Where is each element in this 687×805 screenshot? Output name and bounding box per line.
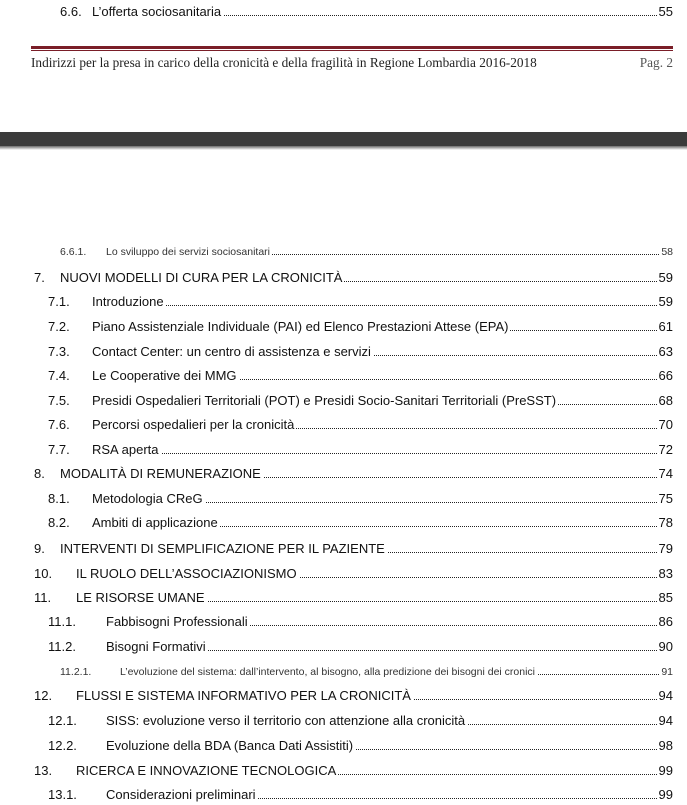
toc-entry[interactable] xyxy=(0,389,687,411)
toc-entry-number: 6.6. xyxy=(60,4,82,19)
toc-entry-page: 75 xyxy=(658,491,673,506)
toc-entry-number: 7.4. xyxy=(48,368,70,383)
toc-entry[interactable] xyxy=(0,364,687,386)
toc-entry-title: Considerazioni preliminari xyxy=(106,787,256,802)
running-header-title: Indirizzi per la presa in carico della cronicità e della fragilità in Regione Lombardia 2016-2018 xyxy=(31,55,537,70)
toc-entry-page: 55 xyxy=(658,4,673,19)
toc-entry-number: 7. xyxy=(34,270,45,285)
toc-entry-title: Presidi Ospedalieri Territoriali (POT) e Presidi Socio-Sanitari Territoriali (PreSST) xyxy=(92,393,557,408)
toc-entry-title: Bisogni Formativi xyxy=(106,639,206,654)
toc-entry[interactable] xyxy=(0,315,687,337)
toc-entry-number: 13.1. xyxy=(48,787,77,802)
header-rule-thin xyxy=(31,50,673,51)
toc-entry-title: INTERVENTI DI SEMPLIFICAZIONE PER IL PAZIENTE xyxy=(60,541,385,556)
running-header-page-number: Pag. 2 xyxy=(639,55,673,70)
toc-entry[interactable] xyxy=(0,438,687,460)
toc-entry[interactable] xyxy=(0,586,687,608)
toc-entry-page: 98 xyxy=(658,738,673,753)
toc-entry[interactable] xyxy=(0,684,687,706)
toc-entry-title: Ambiti di applicazione xyxy=(92,515,218,530)
header-rule-thick xyxy=(31,46,673,49)
toc-entry-title: Introduzione xyxy=(92,294,164,309)
toc-entry-title: MODALITÀ DI REMUNERAZIONE xyxy=(60,466,261,481)
toc-entry-title: Metodologia CReG xyxy=(92,491,203,506)
toc-entry-title: RSA aperta xyxy=(92,442,159,457)
toc-entry-page: 78 xyxy=(658,515,673,530)
toc-entry-number: 7.6. xyxy=(48,417,70,432)
toc-entry[interactable] xyxy=(0,709,687,731)
toc-leader-dots xyxy=(92,453,657,454)
toc-entry-number: 13. xyxy=(34,763,53,778)
toc-entry-number: 8.1. xyxy=(48,491,70,506)
toc-entry-number: 12. xyxy=(34,688,53,703)
toc-entry-page: 85 xyxy=(658,590,673,605)
toc-entry-page: 66 xyxy=(658,368,673,383)
toc-entry-title: LE RISORSE UMANE xyxy=(76,590,205,605)
toc-entry[interactable] xyxy=(0,537,687,559)
toc-entry-number: 12.1. xyxy=(48,713,77,728)
toc-entry[interactable] xyxy=(0,659,687,681)
toc-entry[interactable] xyxy=(0,290,687,312)
toc-entry-page: 91 xyxy=(661,666,673,678)
toc-entry-title: L’evoluzione del sistema: dall’intervento, al bisogno, alla predizione dei bisogni dei cronici xyxy=(120,666,536,678)
toc-entry[interactable] xyxy=(0,734,687,756)
toc-entry-title: Fabbisogni Professionali xyxy=(106,614,248,629)
toc-entry-number: 10. xyxy=(34,566,53,581)
toc-entry-number: 7.7. xyxy=(48,442,70,457)
toc-entry-number: 7.3. xyxy=(48,344,70,359)
toc-entry-number: 11.1. xyxy=(48,614,76,629)
toc-entry-page: 74 xyxy=(658,466,673,481)
toc-entry-title: L’offerta sociosanitaria xyxy=(92,4,222,19)
toc-entry-title: Lo sviluppo dei servizi sociosanitari xyxy=(106,246,270,258)
toc-entry-number: 7.1. xyxy=(48,294,70,309)
toc-entry-title: NUOVI MODELLI DI CURA PER LA CRONICITÀ xyxy=(60,270,343,285)
toc-entry[interactable] xyxy=(0,462,687,484)
toc-entry-page: 99 xyxy=(658,787,673,802)
toc-entry-page: 86 xyxy=(658,614,673,629)
toc-leader-dots xyxy=(92,305,657,306)
toc-entry-number: 11. xyxy=(34,590,52,605)
toc-entry[interactable] xyxy=(0,266,687,288)
previous-page-bottom xyxy=(0,0,687,132)
toc-entry-number: 11.2.1. xyxy=(60,666,92,678)
toc-entry-title: IL RUOLO DELL’ASSOCIAZIONISMO xyxy=(76,566,297,581)
toc-entry-page: 90 xyxy=(658,639,673,654)
toc-entry-number: 9. xyxy=(34,541,45,556)
toc-entry-title: Evoluzione della BDA (Banca Dati Assistiti) xyxy=(106,738,354,753)
toc-entry-title: SISS: evoluzione verso il territorio con attenzione alla cronicità xyxy=(106,713,466,728)
toc-entry-page: 58 xyxy=(661,246,673,258)
page-separator xyxy=(0,132,687,146)
toc-entry-page: 59 xyxy=(658,294,673,309)
toc-entry-number: 11.2. xyxy=(48,639,76,654)
toc-entry-number: 8.2. xyxy=(48,515,70,530)
toc-entry-number: 6.6.1. xyxy=(60,246,87,258)
toc-entry-page: 99 xyxy=(658,763,673,778)
toc-entry-page: 72 xyxy=(658,442,673,457)
toc-entry-page: 94 xyxy=(658,713,673,728)
toc-entry[interactable] xyxy=(0,340,687,362)
toc-entry-page: 79 xyxy=(658,541,673,556)
toc-entry[interactable] xyxy=(0,610,687,632)
toc-entry-page: 68 xyxy=(658,393,673,408)
toc-entry[interactable] xyxy=(0,413,687,435)
toc-entry-title: Percorsi ospedalieri per la cronicità xyxy=(92,417,295,432)
toc-entry-number: 8. xyxy=(34,466,45,481)
toc-entry-page: 59 xyxy=(658,270,673,285)
toc-entry-page: 83 xyxy=(658,566,673,581)
toc-entry[interactable] xyxy=(0,487,687,509)
toc-entry-number: 12.2. xyxy=(48,738,77,753)
toc-entry-page: 63 xyxy=(658,344,673,359)
toc-entry-title: Piano Assistenziale Individuale (PAI) ed Elenco Prestazioni Attese (EPA) xyxy=(92,319,509,334)
toc-entry[interactable] xyxy=(0,511,687,533)
toc-entry[interactable] xyxy=(0,239,687,261)
toc-entry-page: 94 xyxy=(658,688,673,703)
toc-entry-number: 7.2. xyxy=(48,319,70,334)
toc-entry-page: 61 xyxy=(658,319,673,334)
toc-entry-title: Le Cooperative dei MMG xyxy=(92,368,237,383)
toc-entry-number: 7.5. xyxy=(48,393,70,408)
toc-entry[interactable] xyxy=(0,562,687,584)
toc-entry-title: Contact Center: un centro di assistenza e servizi xyxy=(92,344,371,359)
toc-entry[interactable] xyxy=(0,635,687,657)
toc-entry-title: RICERCA E INNOVAZIONE TECNOLOGICA xyxy=(76,763,337,778)
toc-entry-top[interactable] xyxy=(0,0,687,22)
toc-entry-title: FLUSSI E SISTEMA INFORMATIVO PER LA CRONICITÀ xyxy=(76,688,411,703)
toc-entry-page: 70 xyxy=(658,417,673,432)
toc-entry[interactable] xyxy=(0,759,687,781)
